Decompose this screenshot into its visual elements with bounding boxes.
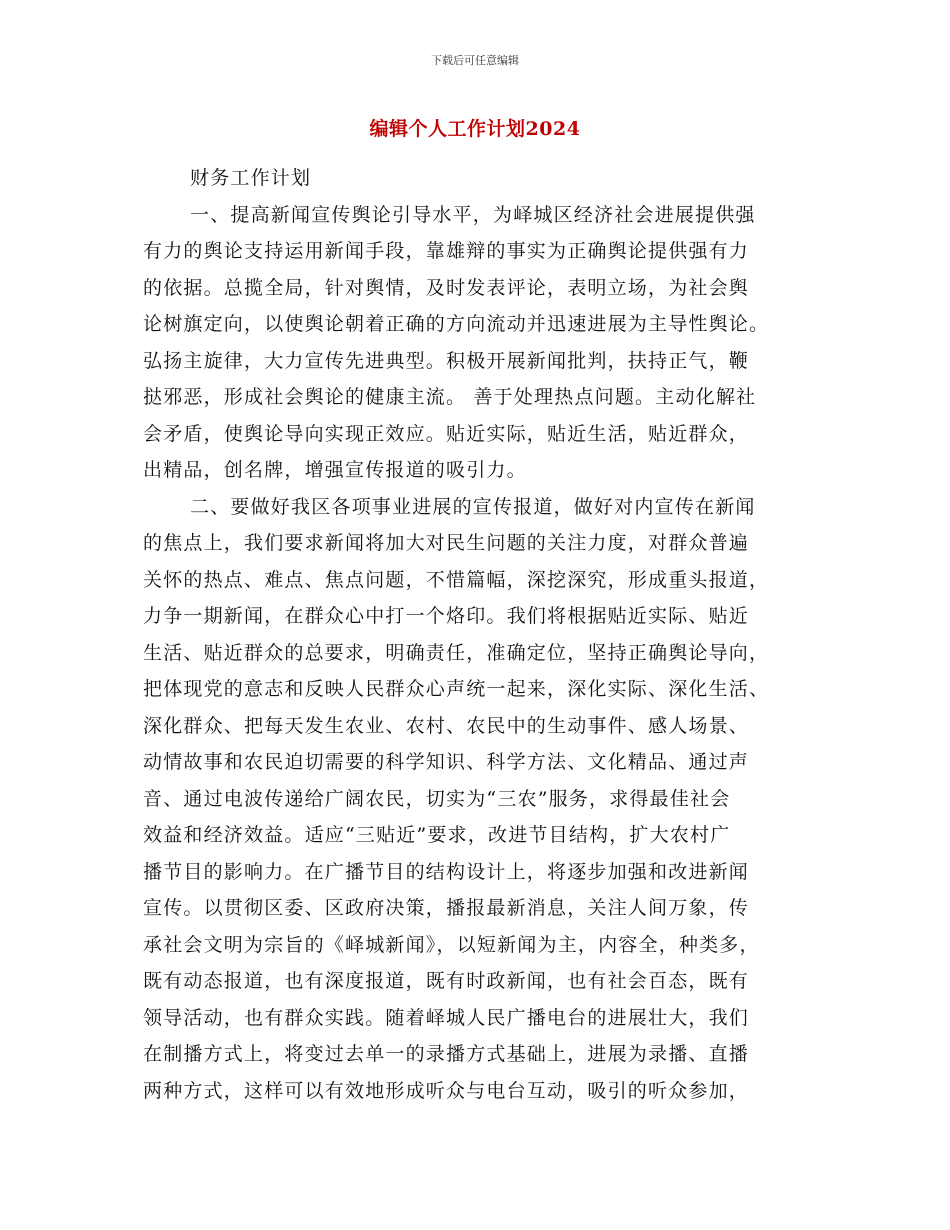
text-line: 既有动态报道，也有深度报道，既有时政新闻，也有社会百态，既有 — [143, 970, 750, 992]
text-line: 论树旗定向，以使舆论朝着正确的方向流动并迅速进展为主导性舆论。 — [143, 313, 770, 335]
text-line: 两种方式，这样可以有效地形成听众与电台互动，吸引的听众参加， — [143, 1079, 750, 1102]
text-line: 二、要做好我区各项事业进展的宣传报道，做好对内宣传在新闻 — [190, 495, 756, 518]
text-line: 生活、贴近群众的总要求，明确责任，准确定位，坚持正确舆论导向， — [143, 641, 770, 664]
text-line: 会矛盾，使舆论导向实现正效应。贴近实际，贴近生活，贴近群众， — [143, 422, 750, 445]
text-line: 音、通过电波传递给广阔农民，切实为“三农”服务，求得最佳社会 — [143, 787, 731, 810]
text-line: 宣传。以贯彻区委、区政府决策，播报最新消息，关注人间万象，传 — [143, 897, 750, 919]
text-line: 在制播方式上，将变过去单一的录播方式基础上，进展为录播、直播 — [143, 1043, 750, 1065]
text-line: 播节目的影响力。在广播节目的结构设计上，将逐步加强和改进新闻 — [143, 860, 750, 883]
text-line: 领导活动，也有群众实践。随着峄城人民广播电台的进展壮大，我们 — [143, 1006, 750, 1029]
document-title: 编辑个人工作计划2024 — [369, 118, 581, 140]
text-line: 关怀的热点、难点、焦点问题，不惜篇幅，深挖深究，形成重头报道， — [143, 568, 770, 591]
document-body — [143, 160, 811, 1109]
text-line: 的焦点上，我们要求新闻将加大对民生问题的关注力度，对群众普遍 — [143, 532, 750, 554]
text-line: 深化群众、把每天发生农业、农村、农民中的生动事件、感人场景、 — [143, 714, 750, 737]
text-line: 弘扬主旋律，大力宣传先进典型。积极开展新闻批判，扶持正气，鞭 — [143, 349, 750, 372]
header-note: 下载后可任意编辑 — [431, 54, 519, 67]
text-line: 挞邪恶，形成社会舆论的健康主流。 善于处理热点问题。主动化解社 — [143, 386, 757, 408]
text-line: 的依据。总揽全局，针对舆情，及时发表评论，表明立场，为社会舆 — [143, 276, 750, 299]
text-line: 力争一期新闻，在群众心中打一个烙印。我们将根据贴近实际、贴近 — [143, 605, 750, 627]
text-line: 承社会文明为宗旨的《峄城新闻》，以短新闻为主，内容全，种类多， — [143, 933, 760, 956]
text-line: 出精品，创名牌，增强宣传报道的吸引力。 — [143, 459, 527, 481]
text-line: 财务工作计划 — [190, 167, 312, 189]
text-line: 效益和经济效益。适应“三贴近”要求，改进节目结构，扩大农村广 — [143, 824, 731, 846]
text-line: 一、提高新闻宣传舆论引导水平，为峄城区经济社会进展提供强 — [190, 203, 756, 226]
text-line: 动情故事和农民迫切需要的科学知识、科学方法、文化精品、通过声 — [143, 751, 750, 773]
text-line: 有力的舆论支持运用新闻手段，靠雄辩的事实为正确舆论提供强有力 — [143, 240, 750, 262]
text-line: 把体现党的意志和反映人民群众心声统一起来，深化实际、深化生活、 — [143, 678, 770, 700]
